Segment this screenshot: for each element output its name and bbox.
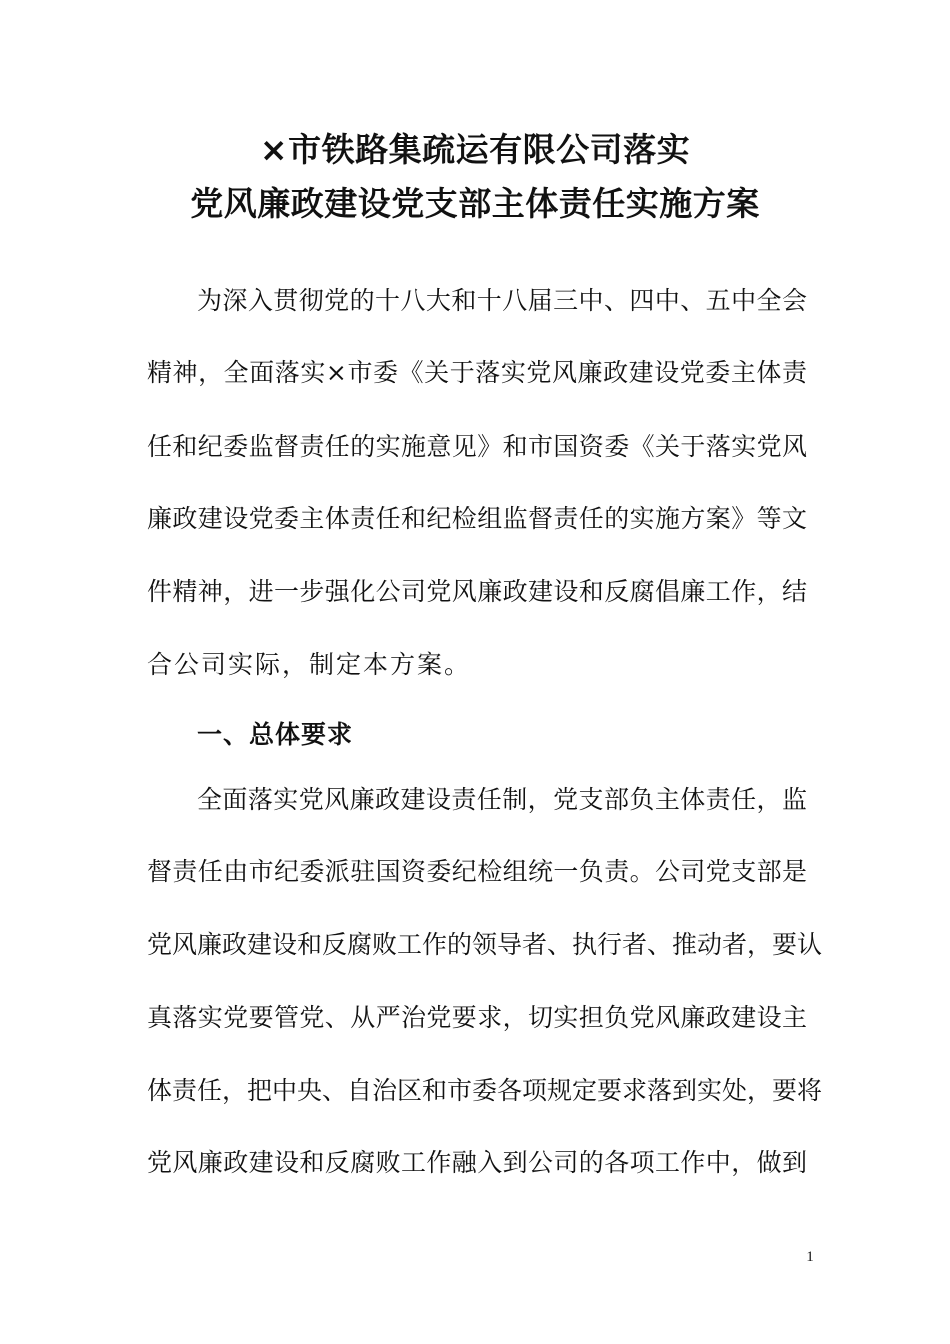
paragraph-line: 党风廉政建设和反腐败工作融入到公司的各项工作中，做到 <box>147 1148 807 1177</box>
paragraph-line: 廉政建设党委主体责任和纪检组监督责任的实施方案》等文 <box>147 504 807 533</box>
page-number: 1 <box>806 1249 814 1265</box>
document-title-line-1: ×市铁路集疏运有限公司落实 <box>259 130 691 169</box>
paragraph-line: 党风廉政建设和反腐败工作的领导者、执行者、推动者，要认 <box>147 930 823 959</box>
section-heading: 一、总体要求 <box>197 720 354 749</box>
document-title-line-2: 党风廉政建设党支部主体责任实施方案 <box>190 184 760 223</box>
paragraph-line: 件精神，进一步强化公司党风廉政建设和反腐倡廉工作，结 <box>147 577 807 606</box>
paragraph-line: 督责任由市纪委派驻国资委纪检组统一负责。公司党支部是 <box>147 857 807 886</box>
paragraph-line: 合公司实际，制定本方案。 <box>147 650 472 679</box>
paragraph-line: 全面落实党风廉政建设责任制，党支部负主体责任，监 <box>197 785 807 814</box>
paragraph-line: 体责任，把中央、自治区和市委各项规定要求落到实处，要将 <box>147 1076 823 1105</box>
paragraph-line: 任和纪委监督责任的实施意见》和市国资委《关于落实党风 <box>147 432 807 461</box>
paragraph-line: 为深入贯彻党的十八大和十八届三中、四中、五中全会 <box>197 286 807 315</box>
paragraph-line: 真落实党要管党、从严治党要求，切实担负党风廉政建设主 <box>147 1003 807 1032</box>
paragraph-line: 精神，全面落实×市委《关于落实党风廉政建设党委主体责 <box>147 358 807 387</box>
